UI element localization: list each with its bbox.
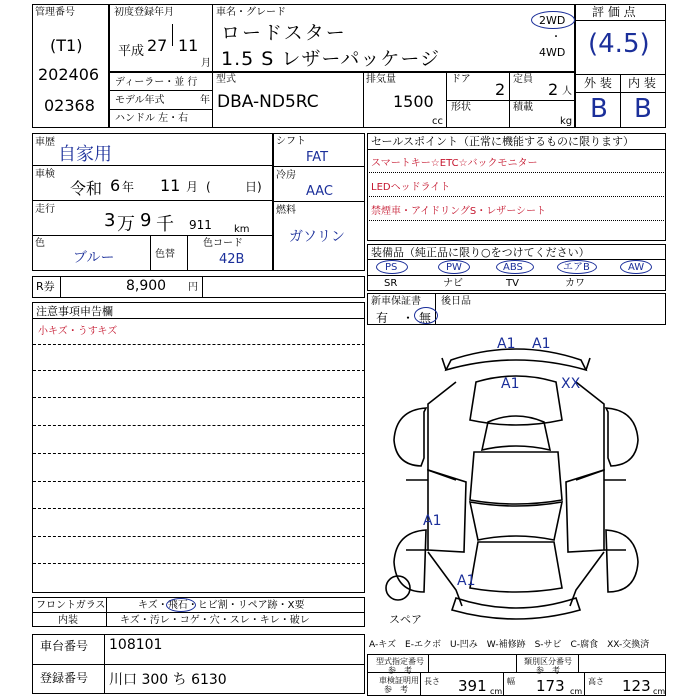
- aftermarket-label: 後日品: [441, 296, 471, 307]
- category-sub: 参 考: [536, 666, 560, 675]
- management-label: 管理番号: [35, 7, 75, 18]
- dealer-label: ディーラー・並 行: [115, 77, 198, 88]
- registration-label: 登録番号: [40, 671, 89, 685]
- mileage-rest: 911: [189, 218, 212, 232]
- car-diagram: [366, 330, 666, 630]
- rating-exterior: B: [590, 94, 608, 124]
- color-code: 42B: [219, 252, 245, 267]
- management-code-2: 202406: [38, 65, 100, 84]
- first-reg-year: 27: [147, 36, 168, 55]
- diagram-mark-3: A1: [501, 376, 520, 392]
- inspection-label: 車検: [35, 169, 55, 180]
- chassis-value: 108101: [109, 637, 163, 653]
- doors-value: 2: [495, 80, 506, 99]
- equip-abs: ABS: [503, 262, 523, 273]
- recycle-label: R券: [36, 280, 55, 293]
- dimensions-sub: 参 考: [384, 685, 408, 694]
- warranty-no: 無: [419, 311, 432, 325]
- registration-value: 川口 300 ち 6130: [109, 672, 227, 688]
- equip-leather: カワ: [565, 278, 585, 289]
- windshield-options: キズ・飛石・ヒビ割・リペア跡・X要: [138, 600, 305, 611]
- designation-sub: 参 考: [388, 666, 412, 675]
- capacity-label: 定員: [513, 74, 533, 85]
- load-unit: kg: [560, 116, 573, 127]
- aircon-value: AAC: [306, 184, 333, 199]
- shift-label: シフト: [276, 136, 306, 147]
- mileage-unit: km: [234, 224, 250, 235]
- capacity-unit: 人: [562, 86, 572, 97]
- model-name: ロードスター: [221, 22, 347, 44]
- diagram-mark-1: A1: [497, 336, 516, 352]
- height-unit: cm: [653, 687, 666, 696]
- spare-label: スペア: [389, 613, 422, 626]
- equip-navi: ナビ: [443, 278, 463, 289]
- selling-item-3: 禁煙車・アイドリングS・レザーシート: [371, 206, 547, 217]
- inspection-day-open: (: [206, 180, 211, 194]
- windshield-label: フロントガラス: [36, 600, 106, 611]
- first-reg-label: 初度登録年月: [114, 7, 174, 18]
- management-code-1: (T1): [50, 36, 83, 55]
- color-value: ブルー: [73, 250, 115, 266]
- length-label: 長さ: [424, 677, 440, 686]
- color-change-label: 色替: [155, 249, 175, 260]
- shape-label: 形状: [451, 102, 471, 113]
- notes-label: 注意事項申告欄: [36, 305, 113, 318]
- inspection-year: 6: [110, 176, 121, 195]
- length-value: 391: [458, 677, 487, 695]
- type-value: DBA-ND5RC: [217, 92, 319, 112]
- category-label: 類別区分番号: [524, 657, 572, 666]
- notes-first: 小キズ・うすキズ: [38, 326, 118, 337]
- inspection-month-unit: 月: [186, 180, 199, 194]
- model-year-unit: 年: [200, 95, 210, 106]
- drive-2wd: 2WD: [539, 14, 566, 27]
- inspection-month: 11: [160, 176, 181, 195]
- first-reg-month-unit: 月: [201, 58, 211, 69]
- height-value: 123: [622, 677, 651, 695]
- color-code-label: 色コード: [203, 238, 243, 249]
- selling-item-1: スマートキー☆ETC☆バックモニター: [371, 158, 538, 169]
- drive-2wd-circle: [531, 11, 575, 29]
- selling-label: セールスポイント（正常に機能するものに限ります）: [371, 135, 635, 148]
- equip-ps: PS: [385, 262, 398, 273]
- load-label: 積載: [513, 102, 533, 113]
- equip-sr: SR: [384, 278, 398, 289]
- type-label: 型式: [216, 74, 236, 85]
- warranty-label: 新車保証書: [371, 296, 421, 307]
- fuel-label: 燃料: [276, 205, 296, 216]
- mileage-sen-unit: 千: [156, 214, 174, 235]
- first-reg-era: 平成: [118, 44, 145, 59]
- equip-airbag: エアB: [563, 262, 590, 273]
- color-label: 色: [35, 238, 45, 249]
- selling-item-2: LEDヘッドライト: [371, 182, 451, 193]
- displacement-unit: cc: [432, 116, 443, 127]
- notes-box: [32, 302, 365, 593]
- interior-label: 内装: [58, 615, 78, 626]
- inspection-year-unit: 年: [122, 180, 135, 194]
- rating-interior-label: 内 装: [628, 76, 656, 90]
- equip-aw: AW: [628, 262, 645, 273]
- warranty-dot: ・: [402, 311, 415, 325]
- drive-4wd: 4WD: [539, 46, 566, 59]
- equipment-label: 装備品（純正品に限り○をつけてください）: [371, 246, 590, 259]
- capacity-value: 2: [548, 80, 559, 99]
- shift-value: FAT: [306, 150, 329, 165]
- width-label: 幅: [507, 677, 515, 686]
- designation-label: 型式指定番号: [376, 657, 424, 666]
- rating-exterior-label: 外 装: [584, 76, 612, 90]
- diagram-mark-6: A1: [457, 573, 476, 589]
- mileage-label: 走行: [35, 204, 55, 215]
- length-unit: cm: [490, 687, 503, 696]
- rating-interior: B: [634, 94, 652, 124]
- aircon-label: 冷房: [276, 170, 296, 181]
- rating-label: 評 価 点: [592, 5, 636, 19]
- width-value: 173: [536, 677, 565, 695]
- fuel-value: ガソリン: [289, 229, 345, 245]
- damage-legend: A-キズ E-エクボ U-凹み W-補修跡 S-サビ C-腐食 XX-交換済: [369, 640, 650, 650]
- mileage-sen: 9: [140, 210, 152, 231]
- recycle-unit: 円: [188, 282, 198, 293]
- diagram-mark-5: A1: [423, 513, 442, 529]
- model-label: 車名・グレード: [216, 7, 286, 18]
- width-unit: cm: [570, 687, 583, 696]
- rating-score: (4.5): [588, 29, 650, 59]
- handle-label: ハンドル 左・右: [115, 113, 189, 124]
- displacement-label: 排気量: [366, 74, 396, 85]
- drive-dot: ・: [551, 32, 561, 43]
- doors-label: ドア: [451, 74, 471, 85]
- interior-options: キズ・汚レ・コゲ・穴・スレ・キレ・破レ: [120, 615, 310, 626]
- height-label: 高さ: [588, 677, 604, 686]
- model-year-label: モデル年式: [115, 95, 165, 106]
- mileage-man-unit: 万: [117, 214, 135, 235]
- equip-tv: TV: [506, 278, 519, 289]
- inspection-era: 令和: [70, 179, 103, 198]
- diagram-mark-2: A1: [532, 336, 551, 352]
- history-label: 車歴: [35, 137, 55, 148]
- diagram-mark-4: XX: [561, 376, 581, 392]
- chassis-label: 車台番号: [40, 639, 89, 653]
- model-grade: 1.5 S レザーパッケージ: [221, 48, 441, 70]
- history-value: 自家用: [58, 144, 112, 165]
- warranty-yes: 有: [376, 311, 389, 325]
- displacement-value: 1500: [393, 92, 434, 111]
- management-code-3: 02368: [44, 96, 95, 115]
- inspection-day-unit: 日): [245, 180, 262, 194]
- dimensions-label: 車検証明用: [379, 676, 419, 685]
- equip-pw: PW: [446, 262, 462, 273]
- recycle-value: 8,900: [126, 278, 167, 294]
- mileage-man: 3: [104, 210, 116, 231]
- first-reg-month: 11: [178, 36, 199, 55]
- recycle-box: [32, 276, 365, 298]
